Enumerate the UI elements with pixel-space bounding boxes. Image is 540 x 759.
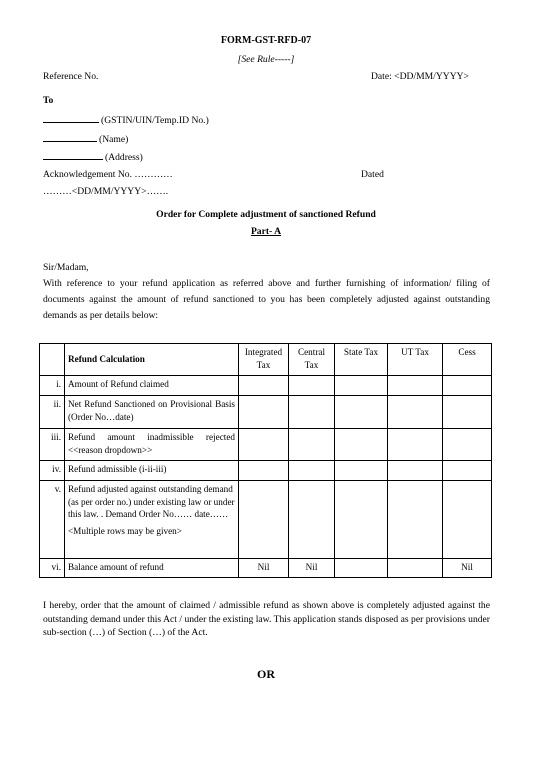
cell-central (289, 429, 335, 461)
cell-cess (443, 376, 492, 396)
dated-value: ………<DD/MM/YYYY>……. (43, 186, 169, 197)
cell-central (289, 396, 335, 429)
row-note: <Multiple rows may be given> (68, 525, 182, 536)
cell-cess: Nil (443, 559, 492, 578)
cell-integrated (239, 461, 289, 481)
row-label: Balance amount of refund (65, 559, 239, 578)
table-row (40, 429, 492, 461)
cell-ut (388, 461, 443, 481)
row-number: vi. (40, 559, 65, 578)
table-row (40, 376, 492, 396)
gstin-line (43, 113, 209, 126)
cell-ut (388, 396, 443, 429)
cell-cess (443, 481, 492, 559)
address-label: (Address) (105, 152, 143, 163)
cell-cess (443, 396, 492, 429)
address-blank (43, 150, 103, 160)
header-ut-tax: UT Tax (388, 344, 443, 376)
cell-integrated (239, 376, 289, 396)
acknowledgement-no: Acknowledgement No. ………… (43, 169, 173, 180)
cell-integrated: Nil (239, 559, 289, 578)
name-label: (Name) (99, 134, 129, 145)
see-rule: [See Rule-----] (237, 54, 295, 65)
cell-ut (388, 429, 443, 461)
closing-paragraph: I hereby, order that the amount of claimed / admissible refund as shown above is completely adjusted against the outstanding demand under this Act / under the existing law. This application stands disposed as per provisions under sub-section (…) of Section (…) of the Act. (43, 600, 490, 638)
cell-integrated (239, 396, 289, 429)
table-header-row (40, 344, 492, 376)
row-number: ii. (40, 396, 65, 429)
table-row (40, 461, 492, 481)
header-integrated-tax: Integrated Tax (239, 344, 289, 376)
address-line (43, 150, 143, 163)
header-cess: Cess (443, 344, 492, 376)
or-separator: OR (257, 667, 275, 681)
row-label-cell (65, 481, 239, 559)
refund-table (39, 343, 492, 578)
intro-paragraph: With reference to your refund application as referred above and further furnishing of information/ filing of documents against the amount of refund sanctioned to you has been completely adjusted against outstanding demands as per details below: (43, 278, 490, 321)
row-number: i. (40, 376, 65, 396)
cell-central (289, 481, 335, 559)
cell-state (335, 376, 388, 396)
cell-state (335, 396, 388, 429)
header-refund-calculation: Refund Calculation (65, 344, 239, 376)
name-blank (43, 132, 97, 142)
gstin-blank (43, 113, 99, 123)
header-central-tax: Central Tax (289, 344, 335, 376)
row-label: Refund admissible (i-ii-iii) (65, 461, 239, 481)
cell-ut (388, 376, 443, 396)
order-heading: Order for Complete adjustment of sanctioned Refund (156, 209, 376, 220)
cell-state (335, 559, 388, 578)
header-num (40, 344, 65, 376)
cell-integrated (239, 429, 289, 461)
cell-ut (388, 481, 443, 559)
reference-no: Reference No. (43, 71, 99, 82)
dated-label: Dated (361, 169, 384, 180)
cell-central: Nil (289, 559, 335, 578)
cell-central (289, 376, 335, 396)
table-row (40, 559, 492, 578)
date-label: Date: <DD/MM/YYYY> (371, 71, 469, 82)
header-state-tax: State Tax (335, 344, 388, 376)
name-line (43, 132, 128, 145)
part-heading: Part- A (250, 226, 282, 237)
table-row (40, 396, 492, 429)
cell-cess (443, 461, 492, 481)
salutation: Sir/Madam, (43, 262, 89, 273)
cell-ut (388, 559, 443, 578)
row-label: Amount of Refund claimed (65, 376, 239, 396)
form-title: FORM-GST-RFD-07 (220, 35, 312, 46)
cell-cess (443, 429, 492, 461)
row-number: iii. (40, 429, 65, 461)
row-number: v. (40, 481, 65, 559)
row-label: Net Refund Sanctioned on Provisional Basis (Order No…date) (65, 396, 239, 429)
cell-integrated (239, 481, 289, 559)
cell-state (335, 481, 388, 559)
row-label: Refund amount inadmissible rejected <<reason dropdown>> (65, 429, 239, 461)
cell-state (335, 461, 388, 481)
cell-state (335, 429, 388, 461)
gstin-label: (GSTIN/UIN/Temp.ID No.) (101, 115, 209, 126)
cell-central (289, 461, 335, 481)
row-number: iv. (40, 461, 65, 481)
to-label: To (43, 95, 54, 106)
row-label: Refund adjusted against outstanding demand (as per order no.) under existing law or under this law. . Demand Order No…… date…… (68, 484, 235, 519)
table-row (40, 481, 492, 559)
